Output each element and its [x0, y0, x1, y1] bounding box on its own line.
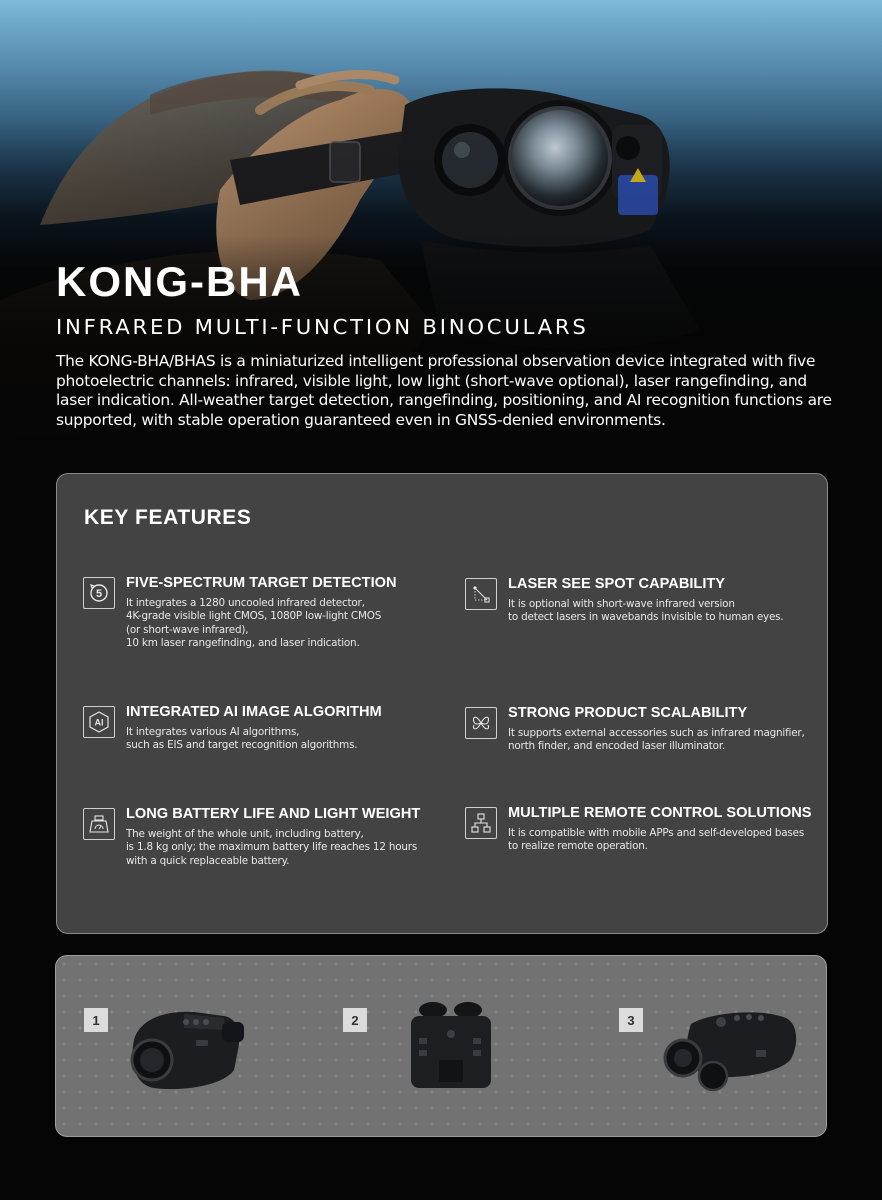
- feature-title: INTEGRATED AI IMAGE ALGORITHM: [126, 704, 382, 720]
- product-subtitle: INFRARED MULTI-FUNCTION BINOCULARS: [56, 315, 589, 339]
- laser-spot-icon: [465, 578, 497, 610]
- feature-title: MULTIPLE REMOTE CONTROL SOLUTIONS: [508, 805, 812, 821]
- binoculars-side-image: [124, 1000, 249, 1095]
- product-description: The KONG-BHA/BHAS is a miniaturized intelligent professional observation device integrated with five photoelectric channels: infrared, visible light, low light (short-wave optional), laser rangefinding, and laser indication. All-weather target detection, rangefinding, positioning, and AI recognition functions are supported, with stable operation guaranteed even in GNSS-denied environments.: [56, 352, 832, 429]
- five-spectrum-icon: [83, 577, 115, 609]
- feature-description: The weight of the whole unit, including battery, is 1.8 kg only; the maximum battery life reaches 12 hours with a quick replaceable battery.: [126, 828, 418, 867]
- feature-title: LASER SEE SPOT CAPABILITY: [508, 576, 726, 592]
- product-view-2: [343, 956, 593, 1137]
- svg-text:AI: AI: [94, 717, 104, 728]
- view-number-badge: 1: [84, 1008, 108, 1032]
- binoculars-rear-image: [403, 1000, 498, 1092]
- product-views-strip: [55, 955, 827, 1137]
- battery-weight-icon: [83, 808, 115, 840]
- feature-title: LONG BATTERY LIFE AND LIGHT WEIGHT: [126, 806, 421, 822]
- feature-description: It integrates various AI algorithms, such as EIS and target recognition algorithms.: [126, 726, 358, 752]
- feature-description: It is compatible with mobile APPs and self-developed bases to realize remote operation.: [508, 827, 805, 853]
- scalability-icon: [465, 707, 497, 739]
- product-title: KONG-BHA: [56, 258, 303, 305]
- feature-description: It supports external accessories such as infrared magnifier, north finder, and encoded laser illuminator.: [508, 727, 805, 753]
- key-features-heading: KEY FEATURES: [84, 506, 252, 529]
- hero-banner: [0, 0, 882, 470]
- svg-text:5: 5: [95, 588, 103, 600]
- view-number-badge: 2: [343, 1008, 367, 1032]
- product-view-1: [84, 956, 334, 1137]
- feature-description: It integrates a 1280 uncooled infrared detector, 4K-grade visible light CMOS, 1080P low-light CMOS (or short-wave infrared), 10 km laser rangefinding, and laser indication.: [126, 597, 382, 650]
- binoculars-front-image: [661, 1004, 801, 1092]
- ai-chip-icon: [83, 706, 115, 738]
- feature-title: STRONG PRODUCT SCALABILITY: [508, 705, 748, 721]
- feature-description: It is optional with short-wave infrared version to detect lasers in wavebands invisible to human eyes.: [508, 598, 784, 624]
- key-features-panel: [56, 473, 828, 934]
- remote-control-icon: [465, 807, 497, 839]
- product-view-3: [619, 956, 819, 1137]
- view-number-badge: 3: [619, 1008, 643, 1032]
- feature-title: FIVE-SPECTRUM TARGET DETECTION: [126, 575, 397, 591]
